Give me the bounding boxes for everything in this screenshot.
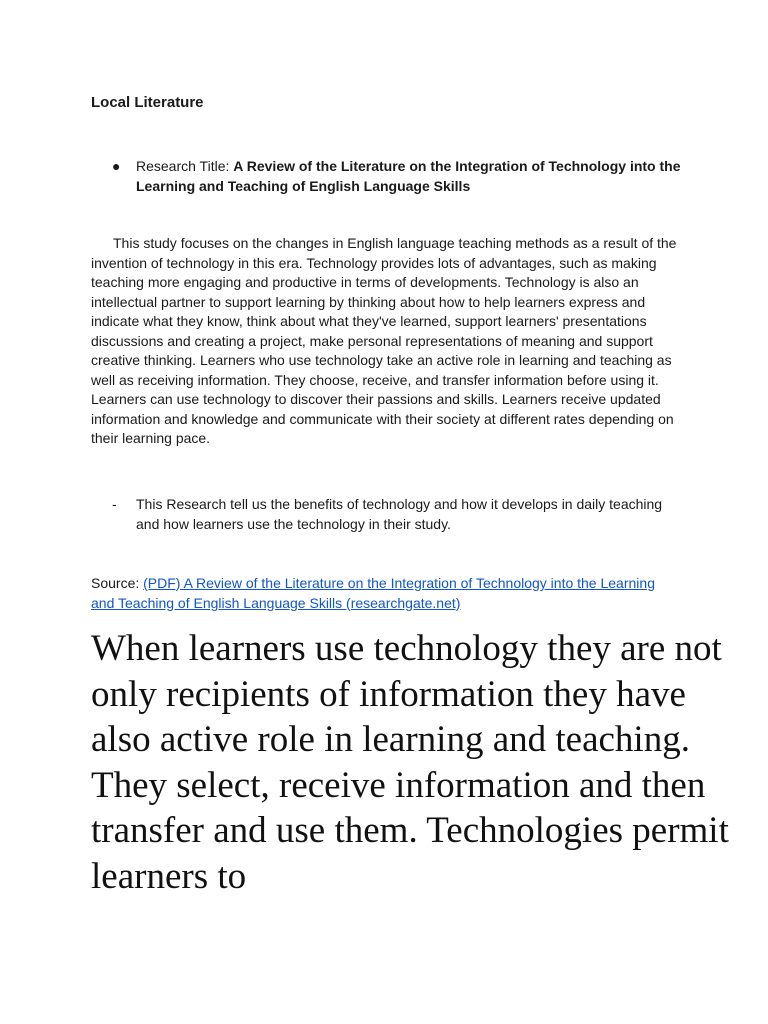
- note-text: This Research tell us the benefits of technology and how it develops in daily teaching and how learners use the technology in their study.: [136, 496, 663, 532]
- research-title-item: [112, 156, 682, 196]
- dash-icon: -: [112, 496, 117, 512]
- excerpt-text: When learners use technology they are not only recipients of information they have also active role in learning and teaching. They select, receive information and then transfer and use them. Technologies permit learners to: [91, 628, 729, 897]
- source-link[interactable]: (PDF) A Review of the Literature on the Integration of Technology into the Learning and Teaching of English Language Skills (researchgate.net): [91, 575, 655, 611]
- note-item: [112, 495, 672, 534]
- bullet-icon: ●: [112, 158, 121, 174]
- section-heading: Local Literature: [91, 94, 204, 111]
- source-label: Source:: [91, 575, 144, 591]
- source-citation: [91, 574, 671, 613]
- research-title-text: A Review of the Literature on the Integration of Technology into the Learning and Teaching of English Language Skills: [136, 158, 681, 194]
- research-title-label: Research Title:: [136, 158, 234, 174]
- summary-paragraph: This study focuses on the changes in English language teaching methods as a result of the invention of technology in this era. Technology provides lots of advantages, such as making teaching more engaging and productive in terms of developments. Technology is also an intellectual partner to support learning by thinking about how to help learners express and indicate what they know, think about what they've learned, support learners' presentations discussions and creating a project, make personal representations of meaning and support creative thinking. Learners who use technology take an active role in learning and teaching as well as receiving information. They choose, receive, and transfer information before using it. Learners can use technology to discover their passions and skills. Learners receive updated information and knowledge and communicate with their society at different rates depending on their learning pace.: [91, 235, 677, 446]
- research-title-content: [136, 156, 682, 196]
